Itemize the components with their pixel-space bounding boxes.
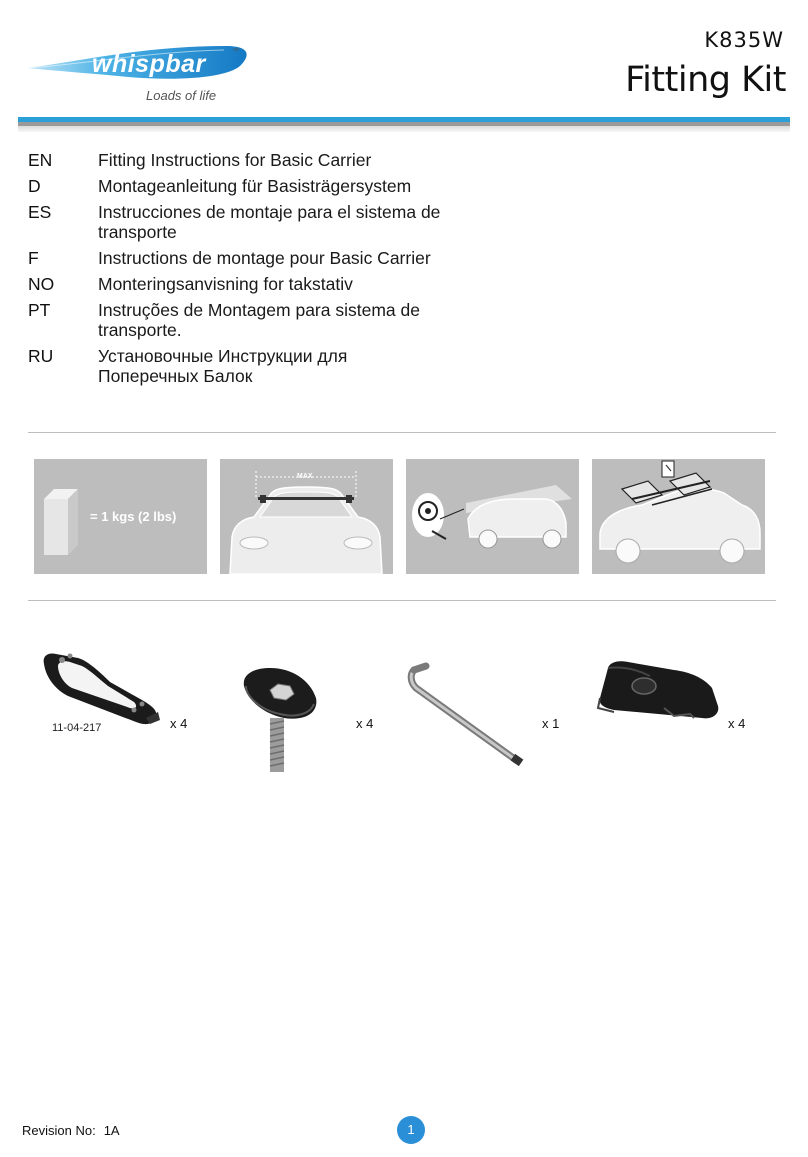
language-title: Fitting Instructions for Basic Carrier — [98, 150, 372, 170]
language-title: Instruções de Montagem para sistema de transporte. — [98, 300, 420, 340]
language-code: RU — [28, 346, 54, 366]
max-label: MAX — [297, 473, 313, 480]
language-list — [28, 150, 508, 392]
car-roof-load-icon — [592, 459, 765, 574]
language-row-d — [28, 176, 508, 196]
section-divider — [28, 432, 776, 433]
pictogram-measure — [406, 459, 579, 574]
revision-value: 1A — [103, 1123, 120, 1138]
part-quantity: x 4 — [728, 716, 746, 731]
header-divider — [18, 117, 790, 134]
language-title: Instrucciones de montaje para el sistema de transporte — [98, 202, 441, 242]
foot-cover-icon — [594, 658, 722, 726]
language-code: PT — [28, 300, 51, 320]
t-bolt-icon — [240, 664, 320, 776]
torx-key-icon — [402, 662, 532, 772]
language-row-es — [28, 202, 508, 242]
tape-measure-icon — [406, 459, 579, 574]
language-title: Monteringsanvisning for takstativ — [98, 274, 353, 294]
pictogram-load — [592, 459, 765, 574]
brand-tagline: Loads of life — [146, 88, 217, 103]
language-title: Instructions de montage pour Basic Carrier — [98, 248, 431, 268]
language-title: Montageanleitung für Basisträgersystem — [98, 176, 412, 196]
part-number: 11-04-217 — [52, 722, 102, 734]
kit-code: K835W — [704, 28, 784, 52]
pictogram-weight — [34, 459, 207, 574]
section-divider — [28, 600, 776, 601]
revision-label: Revision No: — [22, 1123, 96, 1138]
language-row-pt — [28, 300, 508, 340]
language-code: D — [28, 176, 41, 196]
whispbar-logo — [26, 38, 256, 108]
language-title: Установочные Инструкции для Поперечных Балок — [98, 346, 348, 386]
language-row-ru — [28, 346, 508, 386]
brand-wordmark: whispbar — [92, 50, 206, 78]
trademark-symbol: ™ — [232, 48, 239, 55]
part-quantity: x 1 — [542, 716, 560, 731]
language-row-no — [28, 274, 508, 294]
language-row-f — [28, 248, 508, 268]
kit-title: Fitting Kit — [625, 60, 786, 100]
language-row-en — [28, 150, 508, 170]
language-code: NO — [28, 274, 55, 294]
language-code: EN — [28, 150, 53, 170]
pictogram-bar-spacing — [220, 459, 393, 574]
language-code: ES — [28, 202, 52, 222]
part-quantity: x 4 — [356, 716, 374, 731]
part-quantity: x 4 — [170, 716, 188, 731]
revision-info — [22, 1123, 120, 1138]
fitting-pad-icon — [38, 648, 162, 730]
weight-label: = 1 kgs (2 lbs) — [90, 509, 177, 524]
page-number-badge: 1 — [397, 1116, 425, 1144]
language-code: F — [28, 248, 39, 268]
